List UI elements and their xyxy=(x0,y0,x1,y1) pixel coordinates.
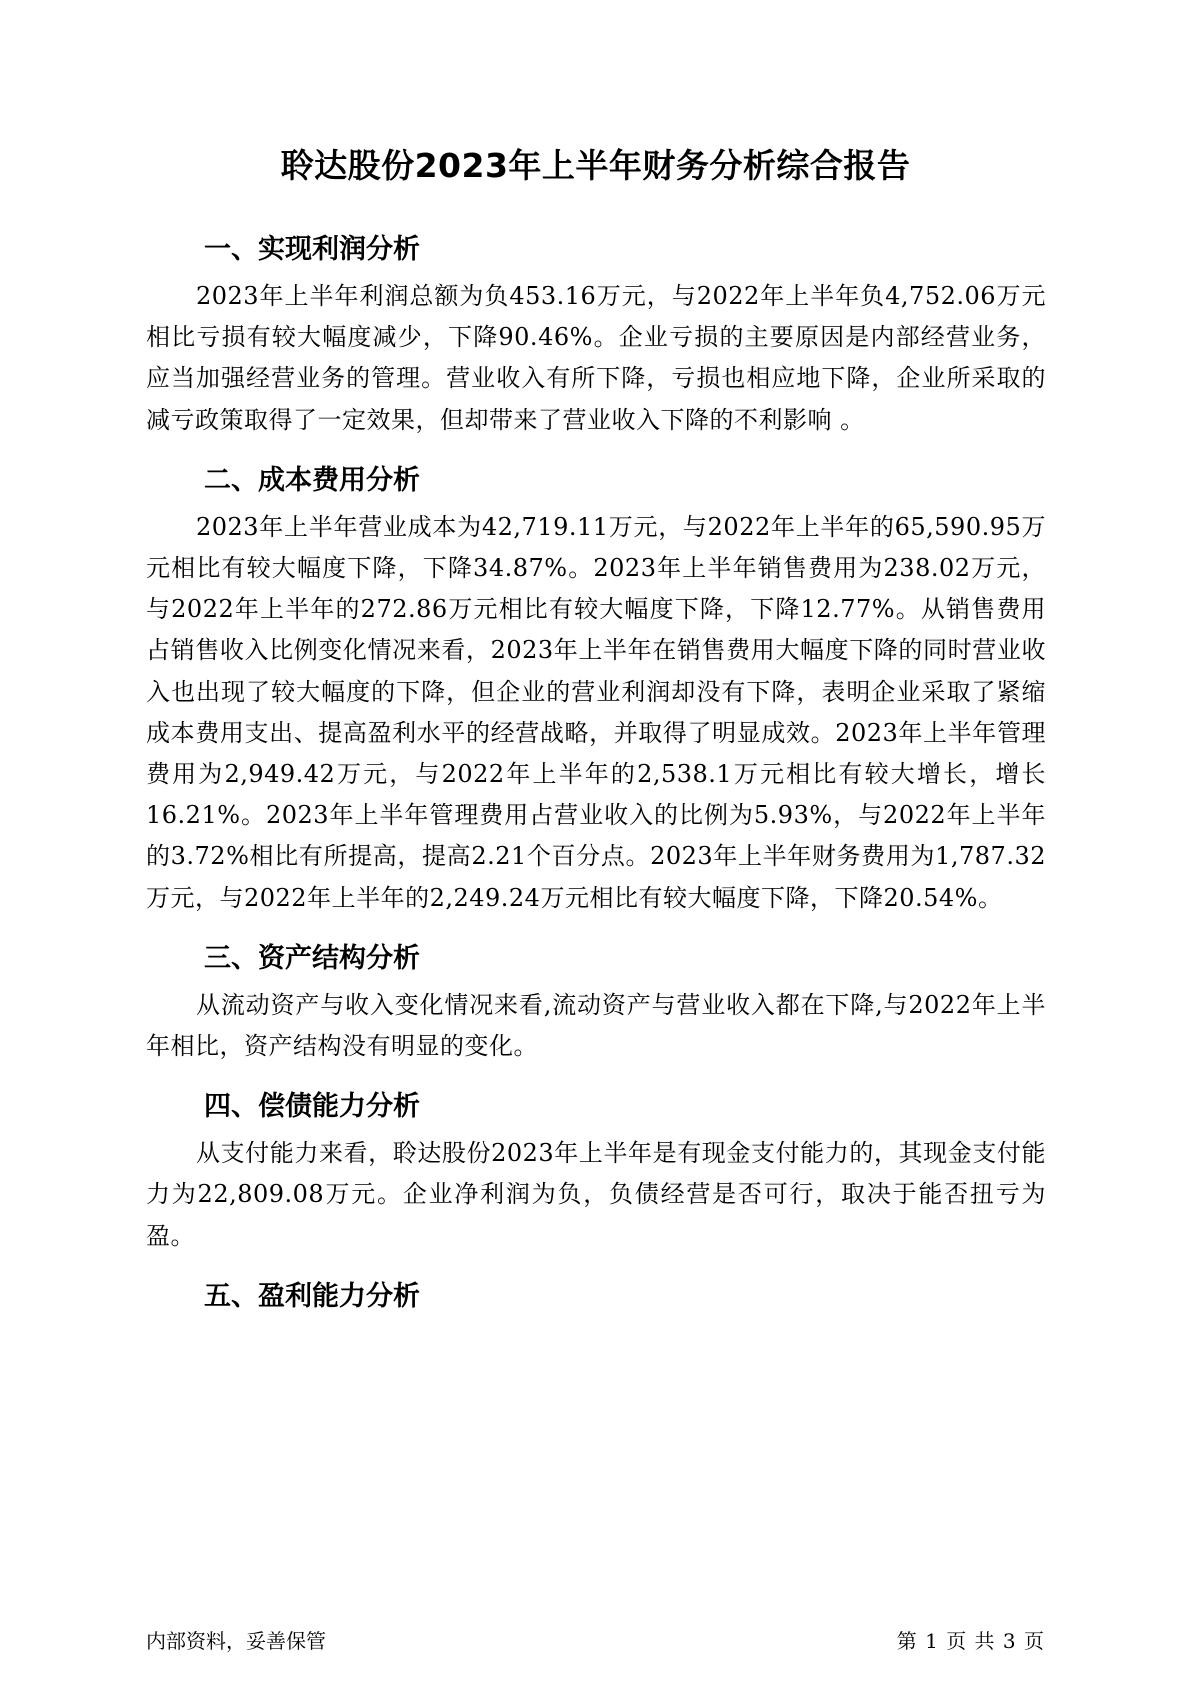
section-solvency xyxy=(146,1085,1046,1257)
footer-page-number: 第 1 页 共 3 页 xyxy=(896,1629,1045,1653)
section-profitability xyxy=(146,1275,1046,1319)
section-assets xyxy=(146,937,1046,1067)
footer-confidential-note: 内部资料，妥善保管 xyxy=(146,1629,326,1653)
section-paragraph: 从流动资产与收入变化情况来看,流动资产与营业收入都在下降,与2022年上半年相比，资产结构没有明显的变化。 xyxy=(146,990,1046,1061)
section-heading: 一、实现利润分析 xyxy=(204,234,420,265)
section-heading: 四、偿债能力分析 xyxy=(204,1091,420,1123)
section-heading: 五、盈利能力分析 xyxy=(204,1280,420,1312)
section-paragraph: 从支付能力来看，聆达股份2023年上半年是有现金支付能力的，其现金支付能力为22,809.08万元。企业净利润为负，负债经营是否可行，取决于能否扭亏为盈。 xyxy=(146,1139,1046,1250)
page-title: 聆达股份2023年上半年财务分析综合报告 xyxy=(280,146,911,185)
section-profit xyxy=(146,228,1046,441)
section-heading: 三、资产结构分析 xyxy=(204,942,420,974)
section-heading: 二、成本费用分析 xyxy=(204,464,420,496)
section-paragraph: 2023年上半年利润总额为负453.16万元，与2022年上半年负4,752.06万元相比亏损有较大幅度减少，下降90.46%。企业亏损的主要原因是内部经营业务，应当加强经营业务的管理。营业收入有所下降，亏损也相应地下降，企业所采取的减亏政策取得了一定效果，但却带来了营业收入下降的不利影响 。 xyxy=(146,282,1046,434)
section-paragraph: 2023年上半年营业成本为42,719.11万元，与2022年上半年的65,590.95万元相比有较大幅度下降，下降34.87%。2023年上半年销售费用为238.02万元，与2022年上半年的272.86万元相比有较大幅度下降，下降12.77%。从销售费用占销售收入比例变化情况来看，2023年上半年在销售费用大幅度下降的同时营业收入也出现了较大幅度的下降，但企业的营业利润却没有下降，表明企业采取了紧缩成本费用支出、提高盈利水平的经营战略，并取得了明显成效。2023年上半年管理费用为2,949.42万元，与2022年上半年的2,538.1万元相比有较大增长，增长16.21%。2023年上半年管理费用占营业收入的比例为5.93%，与2022年上半年的3.72%相比有所提高，提高2.21个百分点。2023年上半年财务费用为1,787.32万元，与2022年上半年的2,249.24万元相比有较大幅度下降，下降20.54%。 xyxy=(146,512,1046,912)
report-body xyxy=(146,228,1046,1323)
section-cost xyxy=(146,459,1046,919)
